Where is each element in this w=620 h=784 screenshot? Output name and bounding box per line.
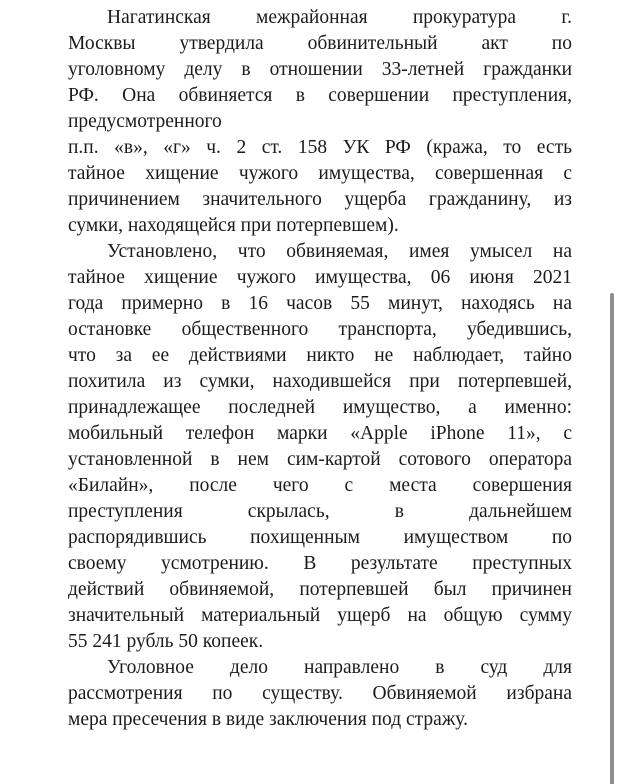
text-line: сумки, находящейся при потерпевшем). bbox=[68, 215, 399, 236]
text-line: преступления скрылась, в дальнейшем bbox=[68, 501, 572, 522]
document-text bbox=[68, 5, 572, 733]
text-line: принадлежащее последней имущество, а именно: bbox=[68, 397, 572, 418]
paragraph bbox=[68, 239, 572, 655]
text-line: Уголовное дело направлено в суд для bbox=[107, 657, 572, 678]
text-line: Нагатинская межрайонная прокуратура г. bbox=[107, 7, 572, 28]
text-line: своему усмотрению. В результате преступных bbox=[68, 553, 572, 574]
text-line: мера пресечения в виде заключения под стражу. bbox=[68, 709, 468, 730]
text-line: что за ее действиями никто не наблюдает, тайно bbox=[68, 345, 572, 366]
text-line: п.п. «в», «г» ч. 2 ст. 158 УК РФ (кража, то есть bbox=[68, 137, 572, 158]
text-line: остановке общественного транспорта, убедившись, bbox=[68, 319, 572, 340]
text-line: предусмотренного bbox=[68, 111, 222, 132]
text-line: рассмотрения по существу. Обвиняемой избрана bbox=[68, 683, 572, 704]
text-line: мобильный телефон марки «Apple iPhone 11», с bbox=[68, 423, 572, 444]
paragraph bbox=[68, 135, 572, 239]
scrollbar-thumb[interactable] bbox=[610, 293, 614, 784]
text-line: похитила из сумки, находившейся при потерпевшей, bbox=[68, 371, 572, 392]
text-line: значительный материальный ущерб на общую сумму bbox=[68, 605, 572, 626]
text-line: причинением значительного ущерба гражданину, из bbox=[68, 189, 572, 210]
paragraph bbox=[68, 5, 572, 135]
text-line: Установлено, что обвиняемая, имея умысел на bbox=[107, 241, 572, 262]
text-line: действий обвиняемой, потерпевшей был причинен bbox=[68, 579, 572, 600]
text-line: 55 241 рубль 50 копеек. bbox=[68, 631, 264, 652]
text-line: уголовному делу в отношении 33-летней гражданки bbox=[68, 59, 572, 80]
text-line: Москвы утвердила обвинительный акт по bbox=[68, 33, 572, 54]
text-line: РФ. Она обвиняется в совершении преступления, bbox=[68, 85, 572, 106]
text-line: распорядившись похищенным имуществом по bbox=[68, 527, 572, 548]
text-line: «Билайн», после чего с места совершения bbox=[68, 475, 572, 496]
text-line: тайное хищение чужого имущества, 06 июня 2021 bbox=[68, 267, 572, 288]
text-line: года примерно в 16 часов 55 минут, находясь на bbox=[68, 293, 572, 314]
text-line: установленной в нем сим-картой сотового оператора bbox=[68, 449, 572, 470]
text-line: тайное хищение чужого имущества, совершенная с bbox=[68, 163, 572, 184]
paragraph bbox=[68, 655, 572, 733]
